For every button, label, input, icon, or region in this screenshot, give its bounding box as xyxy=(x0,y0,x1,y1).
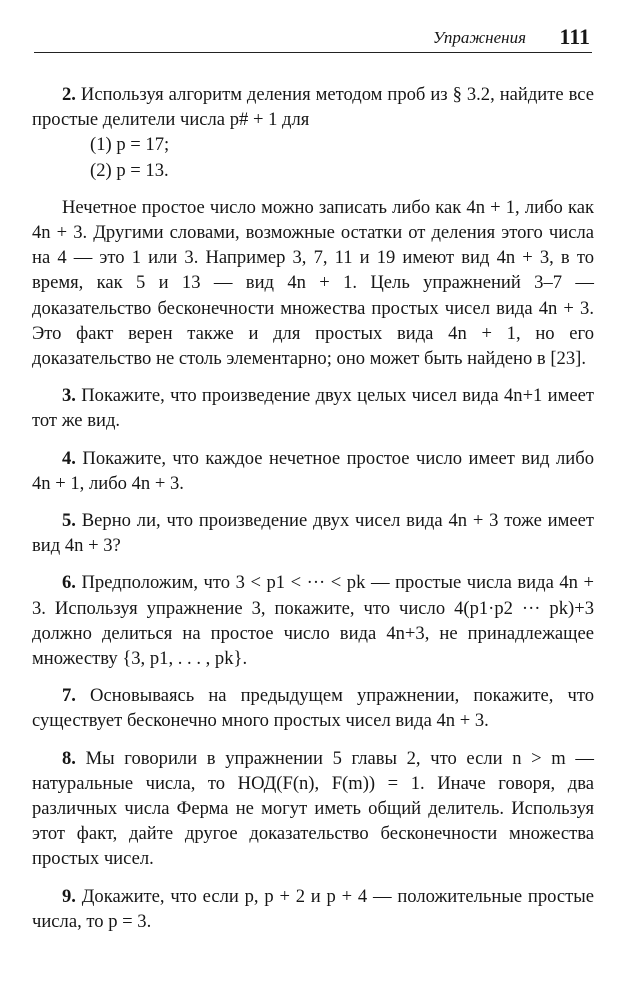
exercise-text: Мы говорили в упражнении 5 главы 2, что если n > m — натуральные числа, то НОД(F(n), F(m)) = 1. Иначе говоря, два различных числа Ферма не могут иметь общий делитель. Используя этот факт, дайте другое доказательство бесконечности множества простых чисел. xyxy=(32,747,595,870)
page-body xyxy=(32,82,594,946)
exercise-number: 8. xyxy=(62,747,76,769)
exercise-6 xyxy=(32,570,594,671)
running-title: Упражнения xyxy=(432,28,526,47)
exercise-2 xyxy=(32,82,594,132)
exercise-text: Предположим, что 3 < p1 < ··· < pk — простые числа вида 4n + 3. Используя упражнение 3, покажите, что число 4(p1·p2 ··· pk)+3 должно делиться на простое число вида 4n+3, не принадлежащее множеству {3, p1, . . . , pk}. xyxy=(32,572,594,670)
exercise-2-item-2: (2) p = 13. xyxy=(90,159,169,181)
exercise-text: Используя алгоритм деления методом проб из § 3.2, найдите все простые делители числа p# + 1 для xyxy=(32,84,594,131)
exercise-number: 2. xyxy=(62,84,76,105)
exercise-4 xyxy=(32,446,594,496)
exercise-9 xyxy=(32,884,594,934)
exercise-3 xyxy=(32,383,594,433)
intro-paragraph: Нечетное простое число можно записать либо как 4n + 1, либо как 4n + 3. Другими словами, возможные остатки от деления этого числа на 4 — это 1 или 3. Например 3, 7, 11 и 19 имеют вид 4n + 3, в то время, как 5 и 13 — вид 4n + 1. Цель упражнений 3–7 — доказательство бесконечности множества простых чисел вида 4n + 3. Это факт верен также и для простых вида 4n + 1, но его доказательство не столь элементарно; оно может быть найдено в [23]. xyxy=(32,196,594,370)
exercise-number: 4. xyxy=(62,447,76,469)
page-header xyxy=(34,24,592,53)
exercise-8 xyxy=(32,746,594,872)
page-number: 111 xyxy=(559,24,590,49)
exercise-number: 6. xyxy=(62,572,76,594)
exercise-number: 3. xyxy=(62,385,76,407)
exercise-text: Докажите, что если p, p + 2 и p + 4 — положительные простые числа, то p = 3. xyxy=(32,885,594,932)
exercise-number: 5. xyxy=(62,510,76,532)
exercise-7 xyxy=(32,683,594,733)
exercise-5 xyxy=(32,508,594,558)
exercise-text: Основываясь на предыдущем упражнении, покажите, что существует бесконечно много простых чисел вида 4n + 3. xyxy=(32,685,594,732)
exercise-number: 7. xyxy=(62,685,76,707)
exercise-text: Верно ли, что произведение двух чисел вида 4n + 3 тоже имеет вид 4n + 3? xyxy=(32,510,594,557)
exercise-2-item-1: (1) p = 17; xyxy=(90,134,170,156)
exercise-text: Покажите, что произведение двух целых чисел вида 4n+1 имеет тот же вид. xyxy=(32,385,594,432)
exercise-number: 9. xyxy=(62,885,76,907)
exercise-text: Покажите, что каждое нечетное простое число имеет вид либо 4n + 1, либо 4n + 3. xyxy=(32,447,594,494)
